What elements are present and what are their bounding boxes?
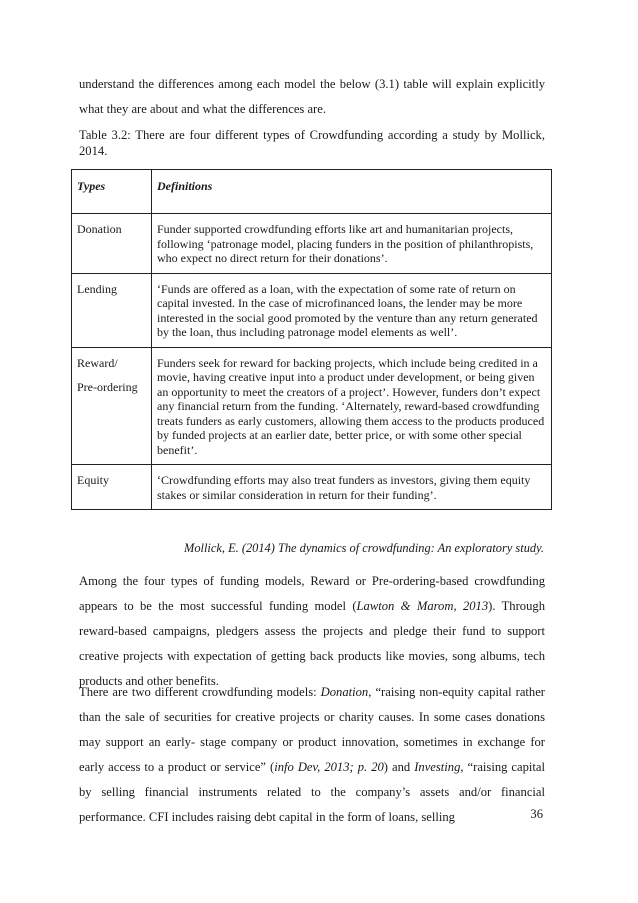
table-row — [72, 347, 552, 465]
crowdfunding-types-table — [71, 169, 552, 510]
type-label-preordering: Pre-ordering — [77, 380, 138, 394]
term-investing: Investing, — [414, 760, 464, 774]
table-source: Mollick, E. (2014) The dynamics of crowdfunding: An exploratory study. — [184, 541, 544, 555]
body-paragraph-1: Among the four types of funding models, Reward or Pre-ordering-based crowdfunding appears to be the most successful funding model (Lawton & Marom, 2013). Through reward-based campaigns, pledgers assess the projects and pledge their fund to support creative projects with expectation of getting back products like movies, song albums, tech products and other benefits. — [79, 574, 545, 688]
definition-cell: ‘Funds are offered as a loan, with the expectation of some rate of return on capital invested. In the case of microfinanced loans, the lender may be more interested in the social good promoted by the venture than any return generated by the loan, thus including patronage model elements as well’. — [152, 273, 552, 347]
type-cell — [72, 347, 152, 465]
header-definitions: Definitions — [152, 170, 552, 214]
table-row — [72, 273, 552, 347]
table-row — [72, 465, 552, 510]
definition-cell: ‘Crowdfunding efforts may also treat funders as investors, giving them equity stakes or similar consideration in return for their funding’. — [152, 465, 552, 510]
type-cell: Equity — [72, 465, 152, 510]
intro-paragraph: understand the differences among each model the below (3.1) table will explain explicitly what they are about and what the differences are. — [79, 77, 545, 116]
table-header-row — [72, 170, 552, 214]
citation: info Dev, 2013; p. 20 — [274, 760, 384, 774]
page-number: 36 — [530, 807, 543, 821]
type-cell: Donation — [72, 214, 152, 274]
type-cell: Lending — [72, 273, 152, 347]
header-types: Types — [72, 170, 152, 214]
table-caption: Table 3.2: There are four different types of Crowdfunding according a study by Mollick, 2014. — [79, 128, 545, 158]
body-paragraph-2: There are two different crowdfunding models: Donation, “raising non-equity capital rather than the sale of securities for creative projects or charity causes. In some cases donations may support an early- stage company or product innovation, sometimes in exchange for early access to a product or service” (info Dev, 2013; p. 20) and Investing, “raising capital by selling financial instruments related to the company’s assets and/or financial performance. CFI includes raising debt capital in the form of loans, selling — [79, 685, 545, 824]
type-label-reward: Reward/ — [77, 355, 118, 370]
table-row — [72, 214, 552, 274]
definition-cell: Funders seek for reward for backing projects, which include being credited in a movie, having creative input into a product under development, or being given an opportunity to meet the creators of a project’. However, funders don’t expect any financial return from the funding. ‘Alternately, reward-based crowdfunding treats funders as early customers, allowing them access to the products produced by funded projects at an earlier date, better price, or with some other special benefit’. — [152, 347, 552, 465]
definition-cell: Funder supported crowdfunding efforts like art and humanitarian projects, following ‘patronage model, placing funders in the position of philanthropists, who expect no direct return for their donations’. — [152, 214, 552, 274]
citation: Lawton & Marom, 2013 — [356, 599, 489, 613]
term-donation: Donation — [320, 685, 369, 699]
